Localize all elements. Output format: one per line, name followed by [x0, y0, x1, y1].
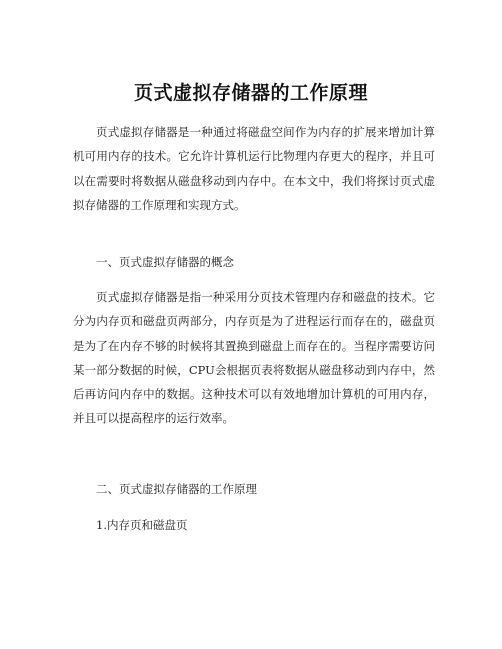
subsection-heading-pages: 1.内存页和磁盘页 — [96, 518, 188, 532]
section-heading-principle: 二、页式虚拟存储器的工作原理 — [96, 482, 257, 496]
concept-paragraph: 页式虚拟存储器是指一种采用分页技术管理内存和磁盘的技术。它分为内存页和磁盘页两部分，内存页是为了进程运行而存在的，磁盘页是为了在内存不够的时候将其置换到磁盘上而存在的。当程序需要访问某一部分数据的时候，CPU会根据页表将数据从磁盘移动到内存中，然后再访问内存中的数据。这种技术可以有效地增加计算机的可用内存，并且可以提高程序的运行效率。 — [73, 290, 435, 426]
section-heading-concept: 一、页式虚拟存储器的概念 — [96, 255, 234, 269]
document-title: 页式虚拟存储器的工作原理 — [133, 82, 368, 104]
intro-paragraph: 页式虚拟存储器是一种通过将磁盘空间作为内存的扩展来增加计算机可用内存的技术。它允许计算机运行比物理内存更大的程序，并且可以在需要时将数据从磁盘移动到内存中。在本文中，我们将探讨页式虚拟存储器的工作原理和实现方式。 — [73, 125, 435, 212]
